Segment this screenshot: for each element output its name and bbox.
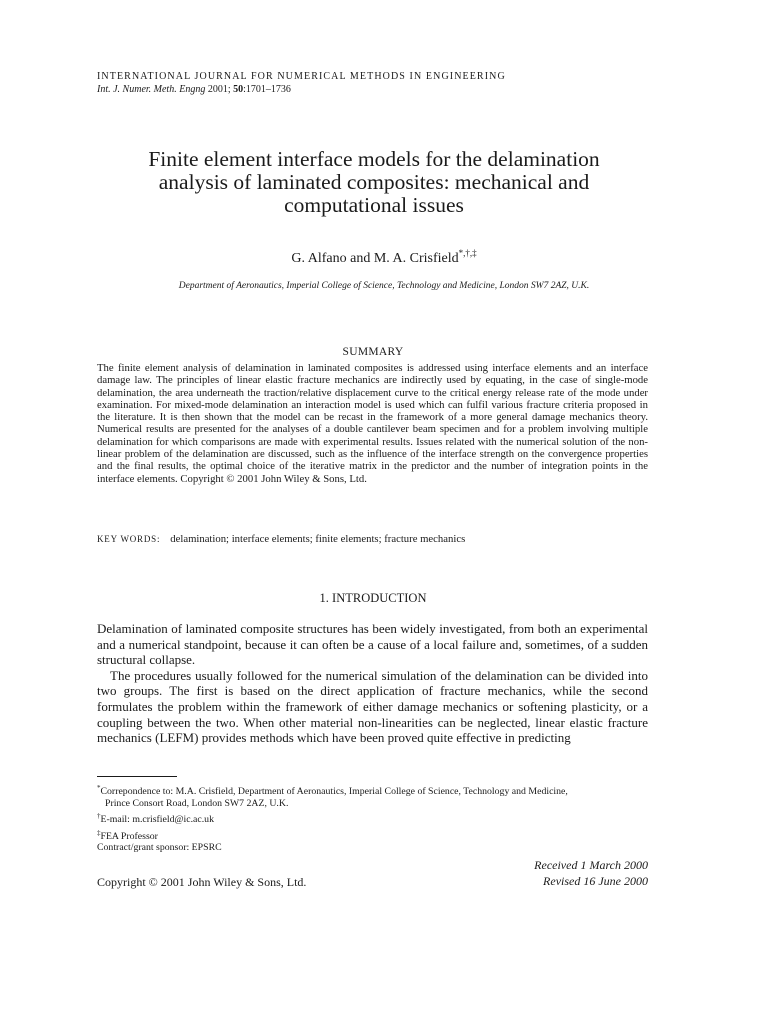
journal-citation (97, 84, 291, 95)
journal-name: INTERNATIONAL JOURNAL FOR NUMERICAL METHODS IN ENGINEERING (97, 71, 506, 82)
footnote-1-line-2: Prince Consort Road, London SW7 2AZ, U.K. (105, 798, 289, 810)
footnote-3-mark: ‡ (97, 828, 101, 837)
introduction-heading: 1. INTRODUCTION (319, 591, 427, 605)
footnotes (97, 782, 648, 843)
intro-paragraph-2: The procedures usually followed for the numerical simulation of the delamination can be divided into two groups. The first is based on the direct application of fracture mechanics, while the second formulates the problem within the framework of either damage mechanics or softening plasticity, or a coupling between the two. When other material non-linearities can be neglected, linear elastic fracture mechanics (LEFM) provides methods which have been proved quite effective in predicting (97, 667, 648, 746)
footnote-3 (97, 827, 648, 843)
footnote-2 (97, 810, 648, 826)
footer-copyright: Copyright © 2001 John Wiley & Sons, Ltd. (97, 875, 307, 889)
title-line-3: computational issues (284, 193, 464, 217)
keywords (97, 533, 465, 545)
received-date: Received 1 March 2000 (534, 858, 648, 872)
contract-sponsor: Contract/grant sponsor: EPSRC (97, 842, 222, 853)
footnote-2-mark: † (97, 812, 101, 821)
footnote-1-line-1: Correpondence to: M.A. Crisfield, Department of Aeronautics, Imperial College of Science, Technology and Medicine, (100, 786, 568, 797)
footnote-rule (97, 776, 177, 777)
keywords-value: delamination; interface elements; finite elements; fracture mechanics (170, 533, 466, 545)
keywords-label: KEY WORDS: (97, 534, 161, 544)
citation-journal: Int. J. Numer. Meth. Engng (97, 84, 206, 95)
citation-volume: 50 (233, 84, 244, 95)
paper-title (90, 148, 658, 217)
title-line-1: Finite element interface models for the delamination (148, 147, 600, 171)
affiliation: Department of Aeronautics, Imperial College of Science, Technology and Medicine, London SW7 2AZ, U.K. (178, 281, 590, 291)
citation-year: 2001; (207, 84, 231, 95)
author-names: G. Alfano and M. A. Crisfield (291, 251, 459, 266)
footnote-3-text: FEA Professor (100, 830, 158, 842)
author-footnote-marks: *,†,‡ (458, 248, 477, 258)
footnote-2-text: E-mail: m.crisfield@ic.ac.uk (100, 814, 214, 826)
footnote-1-mark: * (97, 784, 101, 792)
citation-pages: :1701–1736 (243, 84, 291, 95)
title-line-2: analysis of laminated composites: mechanical and (158, 170, 590, 194)
intro-paragraph-1: Delamination of laminated composite structures has been widely investigated, from both an experimental and a numerical standpoint, because it can often be a cause of a local failure and, sometimes, of a sudden structural collapse. (97, 621, 648, 668)
summary-heading: SUMMARY (342, 346, 404, 358)
received-dates (440, 857, 648, 889)
summary-text: The finite element analysis of delamination in laminated composites is addressed using interface elements and an interface damage law. The principles of linear elastic fracture mechanics are indirectly used by equating, in the case of single-mode delamination, the area underneath the traction/relative displacement curve to the critical energy release rate of the mode under examination. For mixed-mode delamination an interaction model is used which can fulfil various fracture criteria proposed in the literature. It is then shown that the model can be recast in the framework of a more general damage mechanics theory. Numerical results are presented for the analyses of a double cantilever beam specimen and for a problem involving multiple delamination for which comparisons are made with experimental results. Issues related with the numerical solution of the non-linear problem of the delamination are discussed, such as the influence of the interface strength on the convergence properties and the final results, the optimal choice of the iterative matrix in the predictor and the number of integration points in the interface elements. Copyright © 2001 John Wiley & Sons, Ltd. (97, 362, 648, 485)
footnote-1 (97, 782, 648, 798)
revised-date: Revised 16 June 2000 (543, 874, 648, 888)
authors (0, 248, 768, 267)
introduction-body (97, 621, 648, 746)
